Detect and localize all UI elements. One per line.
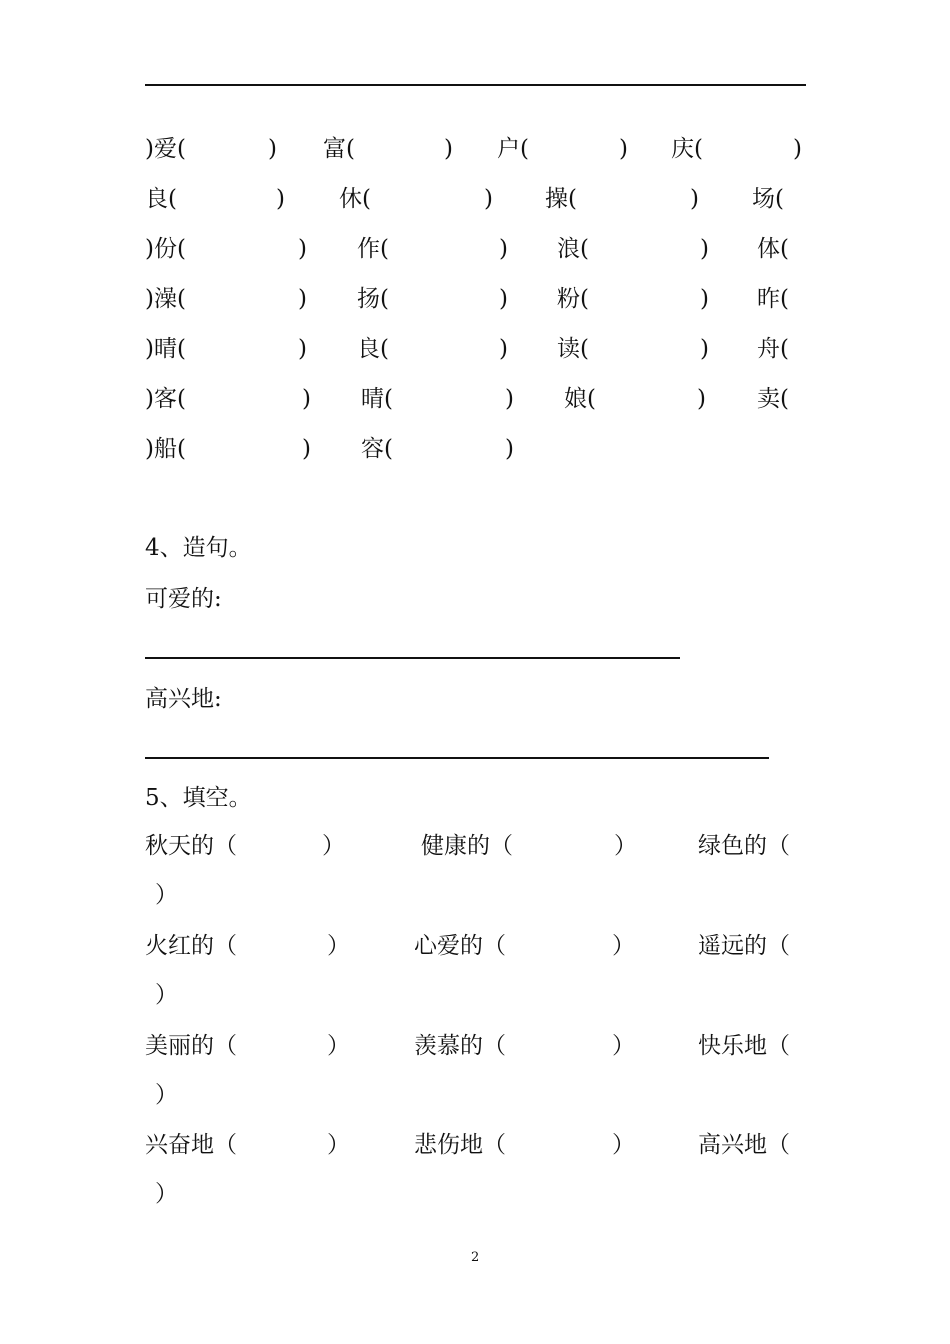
grid-cell: ) [302, 386, 311, 412]
fill-close: ） [155, 982, 178, 1008]
grid-cell: ) [499, 236, 508, 262]
grid-cell: 晴( [361, 386, 393, 412]
grid-cell: ) [302, 436, 311, 462]
grid-cell: 休( [339, 186, 371, 212]
grid-cell: ) [700, 236, 709, 262]
section-heading: 5、填空。 [145, 785, 252, 811]
fill-close: ） [155, 1181, 178, 1207]
fill-close: ） [614, 833, 637, 859]
fill-phrase: 悲伤地（ [414, 1132, 506, 1158]
fill-close: ） [155, 1082, 178, 1108]
fill-close: ） [327, 1132, 350, 1158]
section-heading: 4、造句。 [145, 535, 252, 561]
fill-close: ） [327, 1033, 350, 1059]
grid-cell: 读( [557, 336, 589, 362]
grid-cell: 舟( [757, 336, 789, 362]
grid-cell: ) [690, 186, 699, 212]
grid-cell: 卖( [757, 386, 789, 412]
fill-phrase: 兴奋地（ [145, 1132, 237, 1158]
fill-phrase: 火红的（ [145, 933, 237, 959]
grid-cell: ) [619, 136, 628, 162]
fill-close: ） [155, 882, 178, 908]
grid-cell: )船( [145, 436, 186, 462]
top-rule [145, 84, 806, 86]
grid-cell: 庆( [671, 136, 703, 162]
fill-close: ） [612, 933, 635, 959]
answer-line[interactable] [145, 657, 680, 659]
fill-phrase: 羡慕的（ [414, 1033, 506, 1059]
fill-phrase: 遥远的（ [698, 933, 790, 959]
grid-cell: )爱( [145, 136, 186, 162]
grid-cell: 富( [323, 136, 355, 162]
grid-cell: 扬( [357, 286, 389, 312]
fill-phrase: 美丽的（ [145, 1033, 237, 1059]
grid-cell: 户( [497, 136, 529, 162]
grid-cell: )份( [145, 236, 186, 262]
grid-cell: ) [484, 186, 493, 212]
page-number: 2 [471, 1250, 480, 1265]
grid-cell: )晴( [145, 336, 186, 362]
grid-cell: ) [505, 386, 514, 412]
grid-cell: ) [298, 336, 307, 362]
grid-cell: 娘( [564, 386, 596, 412]
grid-cell: 操( [545, 186, 577, 212]
fill-phrase: 绿色的（ [698, 833, 790, 859]
grid-cell: 良( [357, 336, 389, 362]
grid-cell: ) [499, 336, 508, 362]
grid-cell: ) [697, 386, 706, 412]
grid-cell: ) [298, 236, 307, 262]
grid-cell: 浪( [557, 236, 589, 262]
grid-cell: ) [505, 436, 514, 462]
fill-close: ） [612, 1033, 635, 1059]
fill-phrase: 高兴地（ [698, 1132, 790, 1158]
fill-phrase: 心爱的（ [414, 933, 506, 959]
grid-cell: 体( [757, 236, 789, 262]
sentence-prompt: 可爱的: [145, 586, 222, 612]
grid-cell: ) [700, 336, 709, 362]
fill-phrase: 健康的（ [421, 833, 513, 859]
grid-cell: ) [268, 136, 277, 162]
grid-cell: 容( [361, 436, 393, 462]
grid-cell: 昨( [757, 286, 789, 312]
grid-cell: 粉( [557, 286, 589, 312]
grid-cell: 作( [357, 236, 389, 262]
grid-cell: ) [298, 286, 307, 312]
grid-cell: 良( [145, 186, 177, 212]
fill-close: ） [322, 833, 345, 859]
grid-cell: 场( [752, 186, 784, 212]
fill-phrase: 秋天的（ [145, 833, 237, 859]
grid-cell: ) [700, 286, 709, 312]
grid-cell: ) [444, 136, 453, 162]
fill-close: ） [612, 1132, 635, 1158]
sentence-prompt: 高兴地: [145, 686, 222, 712]
grid-cell: ) [793, 136, 802, 162]
grid-cell: ) [276, 186, 285, 212]
fill-phrase: 快乐地（ [698, 1033, 790, 1059]
fill-close: ） [327, 933, 350, 959]
grid-cell: )澡( [145, 286, 186, 312]
grid-cell: ) [499, 286, 508, 312]
answer-line[interactable] [145, 757, 769, 759]
grid-cell: )客( [145, 386, 186, 412]
